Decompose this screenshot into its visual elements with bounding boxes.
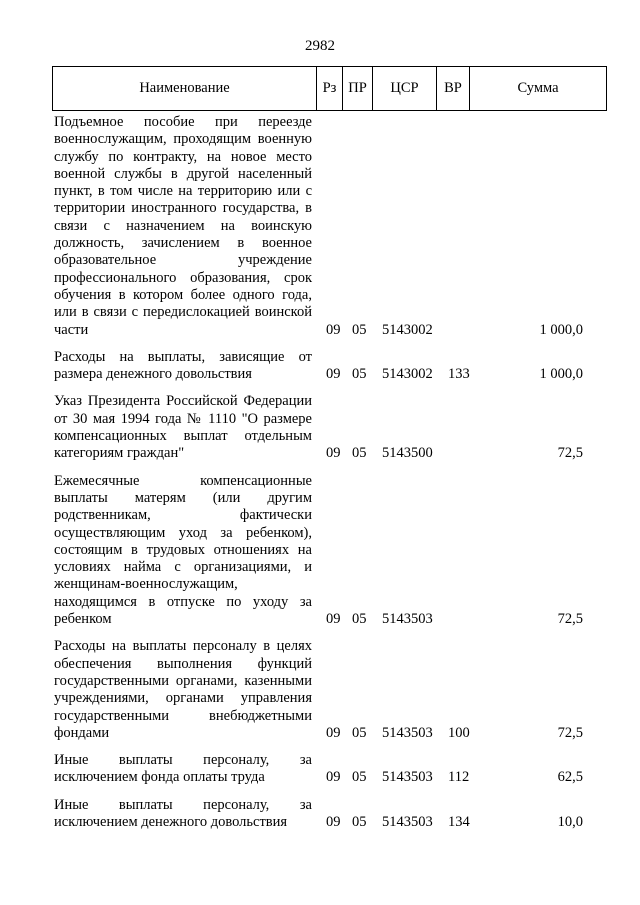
row-sum: 1 000,0	[539, 321, 583, 338]
row-csr: 5143503	[382, 813, 433, 830]
row-sum: 1 000,0	[539, 366, 583, 383]
header-sum: Сумма	[517, 80, 559, 96]
header-csr: ЦСР	[373, 67, 437, 110]
row-pr: 05	[352, 769, 367, 786]
row-sum: 72,5	[557, 724, 583, 741]
row-rz: 09	[326, 813, 341, 830]
row-sum: 72,5	[557, 445, 583, 462]
table-row	[52, 797, 607, 832]
row-pr: 05	[352, 724, 367, 741]
row-vr: 133	[448, 366, 470, 383]
row-pr: 05	[352, 366, 367, 383]
row-sum: 10,0	[557, 813, 583, 830]
row-csr: 5143500	[382, 445, 433, 462]
row-csr: 5143503	[382, 611, 433, 628]
header-name: Наименование	[53, 67, 317, 110]
row-sum: 72,5	[557, 611, 583, 628]
row-vr: 100	[448, 724, 470, 741]
row-pr: 05	[352, 321, 367, 338]
row-name: Указ Президента Российской Федерации от 30 мая 1994 года № 1110 "О размере компенсационных выплат отдельным категориям граждан"	[54, 393, 312, 462]
table-body	[52, 114, 607, 841]
header-pr: ПР	[343, 67, 373, 110]
table-row	[52, 114, 607, 339]
row-pr: 05	[352, 611, 367, 628]
row-vr: 134	[448, 813, 470, 830]
header-vr: ВР	[437, 67, 470, 110]
row-pr: 05	[352, 813, 367, 830]
row-name: Расходы на выплаты, зависящие от размера денежного довольствия	[54, 348, 312, 383]
row-csr: 5143002	[382, 321, 433, 338]
table-row	[52, 349, 607, 384]
row-name: Ежемесячные компенсационные выплаты матерям (или другим родственникам, фактически осуществляющим уход за ребенком), состоящим в трудовых отношениях на условиях найма с организациями, и женщинам-военнослужащим, находящимся в отпуске по уходу за ребенком	[54, 472, 312, 628]
header-rz: Рз	[317, 67, 343, 110]
row-name: Расходы на выплаты персоналу в целях обеспечения выполнения функций государственными органами, казенными учреждениями, органами управления государственными внебюджетными фондами	[54, 638, 312, 741]
row-rz: 09	[326, 445, 341, 462]
table-row	[52, 752, 607, 787]
row-vr: 112	[448, 769, 470, 786]
row-rz: 09	[326, 611, 341, 628]
table-row	[52, 473, 607, 629]
row-csr: 5143002	[382, 366, 433, 383]
row-rz: 09	[326, 321, 341, 338]
row-name: Иные выплаты персоналу, за исключением фонда оплаты труда	[54, 752, 312, 786]
row-rz: 09	[326, 769, 341, 786]
row-name: Иные выплаты персоналу, за исключением денежного довольствия	[54, 796, 312, 830]
row-csr: 5143503	[382, 724, 433, 741]
table-row	[52, 393, 607, 462]
row-rz: 09	[326, 724, 341, 741]
table-header	[52, 66, 607, 111]
row-rz: 09	[326, 366, 341, 383]
row-csr: 5143503	[382, 769, 433, 786]
row-sum: 62,5	[557, 769, 583, 786]
page-number: 2982	[305, 38, 335, 54]
row-name: Подъемное пособие при переезде военнослужащим, проходящим военную службу по контракту, на новое место военной службы в другой населенный пункт, в том числе на территорию или с территории иностранного государства, в связи с назначением на воинскую должность, зачислением в военное образовательное учреждение профессионального образования, срок обучения в котором более одного года, или в связи с передислокацией воинской части	[54, 114, 312, 338]
row-pr: 05	[352, 445, 367, 462]
table-row	[52, 638, 607, 742]
